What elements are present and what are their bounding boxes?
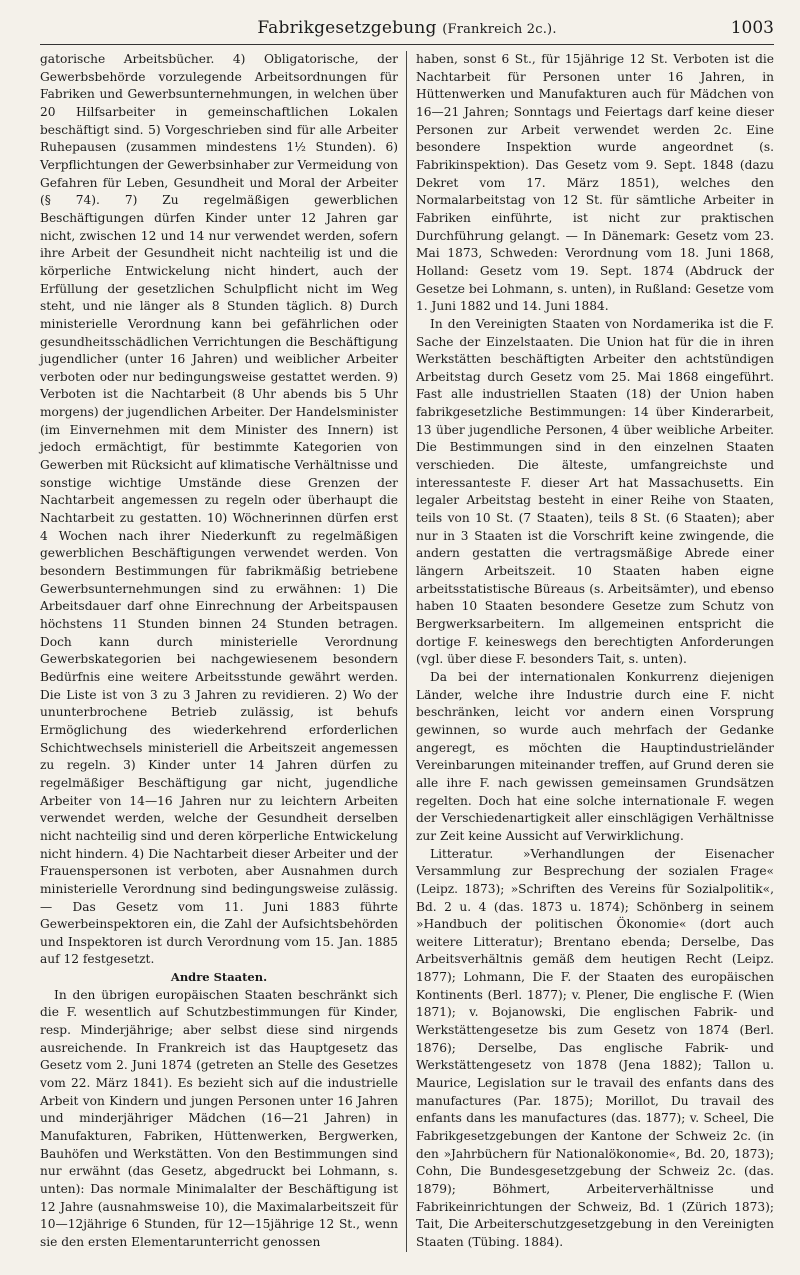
page-title (40, 18, 774, 38)
left-column (40, 51, 407, 1252)
left-paragraph-1: gatorische Arbeitsbücher. 4) Obligatorische, der Gewerbsbehörde vorzulegende Arbeitsordnungen für Fabriken und Gewerbsunternehmungen, in welchen über 20 Hilfsarbeiter in gemeinschaftlichen Lokalen beschäftigt sind. 5) Vorgeschrieben sind für alle Arbeiter Ruhepausen (zusammen mindestens 1½ Stunden). 6) Verpflichtungen der Gewerbsinhaber zur Vermeidung von Gefahren für Leben, Gesundheit und Moral der Arbeiter (§ 74). 7) Zu regelmäßigen gewerblichen Beschäftigungen dürfen Kinder unter 12 Jahren gar nicht, zwischen 12 und 14 nur verwendet werden, sofern ihre Arbeit der Gesundheit nicht nachteilig ist und die körperliche Entwickelung nicht hindert, auch der Erfüllung der gesetzlichen Schulpflicht nicht im Weg steht, und nie länger als 8 Stunden täglich. 8) Durch ministerielle Verordnung kann bei gefährlichen oder gesundheitsschädlichen Verrichtungen die Beschäftigung jugendlicher (unter 16 Jahren) und weiblicher Arbeiter verboten oder nur bedingungsweise gestattet werden. 9) Verboten ist die Nachtarbeit (8 Uhr abends bis 5 Uhr morgens) der jugendlichen Arbeiter. Der Handelsminister (im Einvernehmen mit dem Minister des Innern) ist jedoch ermächtigt, für bestimmte Kategorien von Gewerben mit Rücksicht auf klimatische Verhältnisse und sonstige wichtige Umstände diese Grenzen der Nachtarbeit angemessen zu regeln oder überhaupt die Nachtarbeit zu gestatten. 10) Wöchnerinnen dürfen erst 4 Wochen nach ihrer Niederkunft zu regelmäßigen gewerblichen Beschäftigungen verwendet werden. Von besondern Bestimmungen für fabrikmäßig betriebene Gewerbsunternehmungen sind zu erwähnen: 1) Die Arbeitsdauer darf ohne Einrechnung der Arbeitspausen höchstens 11 Stunden binnen 24 Stunden betragen. Doch kann durch ministerielle Verordnung Gewerbskategorien bei nachgewiesenem besondern Bedürfnis eine weitere Arbeitsstunde gewährt werden. Die Liste ist von 3 zu 3 Jahren zu revidieren. 2) Wo der ununterbrochene Betrieb zulässig, ist behufs Ermöglichung des wiederkehrend erforderlichen Schichtwechsels ministeriell die Arbeitszeit angemessen zu regeln. 3) Kinder unter 14 Jahren dürfen zu regelmäßiger Beschäftigung gar nicht, jugendliche Arbeiter von 14—16 Jahren nur zu leichtern Arbeiten verwendet werden, welche der Gesundheit derselben nicht nachteilig sind und deren körperliche Entwickelung nicht hindern. 4) Die Nachtarbeit dieser Arbeiter und der Frauenspersonen ist verboten, aber Ausnahmen durch ministerielle Verordnung sind bedingungsweise zulässig. — Das Gesetz vom 11. Juni 1883 führte Gewerbeinspektoren ein, die Zahl der Aufsichtsbehörden und Inspektoren ist durch Verordnung vom 15. Jan. 1885 auf 12 festgesetzt. (40, 52, 399, 967)
right-paragraph-3: Da bei der internationalen Konkurrenz diejenigen Länder, welche ihre Industrie durch eine F. nicht beschränken, leicht vor andern einen Vorsprung gewinnen, so wurde auch mehrfach der Gedanke angeregt, es möchten die Hauptindustrieländer Vereinbarungen miteinander treffen, auf Grund deren sie alle ihre F. nach gewissen gemeinsamen Grundsätzen regelten. Doch hat eine solche internationale F. wegen der Verschiedenartigkeit aller einschlägigen Verhältnisse zur Zeit keine Aussicht auf Verwirklichung. (416, 669, 774, 843)
right-paragraph-1: haben, sonst 6 St., für 15jährige 12 St. Verboten ist die Nachtarbeit für Personen unter 16 Jahren, in Hüttenwerken und Manufakturen auch für Mädchen von 16—21 Jahren; Sonntags und Feiertags darf keine dieser Personen zur Arbeit verwendet werden 2c. Eine besondere Inspektion wurde angeordnet (s. Fabrikinspektion). Das Gesetz vom 9. Sept. 1848 (dazu Dekret vom 17. März 1851), welches den Normalarbeitstag von 12 St. für sämtliche Arbeiter in Fabriken einführte, ist nicht zur praktischen Durchführung gelangt. — In Dänemark: Gesetz vom 23. Mai 1873, Schweden: Verordnung vom 18. Juni 1868, Holland: Gesetz vom 19. Sept. 1874 (Abdruck der Gesetze bei Lohmann, s. unten), in Rußland: Gesetze vom 1. Juni 1882 und 14. Juni 1884. (416, 52, 774, 314)
left-paragraph-2: In den übrigen europäischen Staaten beschränkt sich die F. wesentlich auf Schutzbestimmungen für Kinder, resp. Minderjährige; aber selbst diese sind nirgends ausreichende. In Frankreich ist das Hauptgesetz das Gesetz vom 2. Juni 1874 (getreten an Stelle des Gesetzes vom 22. März 1841). Es bezieht sich auf die industrielle Arbeit von Kindern und jungen Personen unter 16 Jahren und minderjähriger Mädchen (16—21 Jahren) in Manufakturen, Fabriken, Hüttenwerken, Bergwerken, Bauhöfen und Werkstätten. Von den Bestimmungen sind nur erwähnt (das Gesetz, abgedruckt bei Lohmann, s. unten): Das normale Minimalalter der Beschäftigung ist 12 Jahre (ausnahmsweise 10), die Maximalarbeitszeit für 10—12jährige 6 Stunden, für 12—15jährige 12 St., wenn sie den ersten Elementarunterricht genossen (40, 987, 398, 1249)
right-paragraph-2: In den Vereinigten Staaten von Nordamerika ist die F. Sache der Einzelstaaten. Die Union hat für die in ihren Werkstätten beschäftigten Arbeiter den achtstündigen Arbeitstag durch Gesetz vom 25. Mai 1868 eingeführt. Fast alle industriellen Staaten (18) der Union haben fabrikgesetzliche Bestimmungen: 14 über Kinderarbeit, 13 über jugendliche Personen, 4 über weibliche Arbeiter. Die Bestimmungen sind in den einzelnen Staaten verschieden. Die älteste, umfangreichste und interessanteste F. dieser Art hat Massachusetts. Ein legaler Arbeitstag besteht in einer Reihe von Staaten, teils von 10 St. (7 Staaten), teils 8 St. (6 Staaten); aber nur in 3 Staaten ist die Vorschrift keine zwingende, die andern gestatten die vertragsmäßige Abrede einer längern Arbeitszeit. 10 Staaten haben eigne arbeitsstatistische Büreaus (s. Arbeitsämter), und ebenso haben 10 Staaten besondere Gesetze zum Schutz von Bergwerksarbeitern. Im allgemeinen entspricht die dortige F. keineswegs den berechtigten Anforderungen (vgl. über diese F. besonders Tait, s. unten). (416, 316, 774, 667)
running-header (40, 14, 774, 45)
text-columns (40, 51, 774, 1252)
title-subtitle: (Frankreich 2c.). (442, 22, 557, 37)
page-number: 1003 (730, 18, 774, 38)
section-heading: Andre Staaten. (170, 970, 268, 985)
title-main: Fabrikgesetzgebung (257, 18, 437, 38)
right-column (407, 51, 774, 1252)
literature-paragraph: Litteratur. »Verhandlungen der Eisenacher Versammlung zur Besprechung der sozialen Frage« (Leipz. 1873); »Schriften des Vereins für Sozialpolitik«, Bd. 2 u. 4 (das. 1873 u. 1874); Schönberg in seinem »Handbuch der politischen Ökonomie« (dort auch weitere Litteratur); Brentano ebenda; Derselbe, Das Arbeitsverhältnis gemäß dem heutigen Recht (Leipz. 1877); Lohmann, Die F. der Staaten des europäischen Kontinents (Berl. 1877); v. Plener, Die englische F. (Wien 1871); v. Bojanowski, Die englischen Fabrik- und Werkstättengesetze bis zum Gesetz von 1874 (Berl. 1876); Derselbe, Das englische Fabrik- und Werkstättengesetz von 1878 (Jena 1882); Tallon u. Maurice, Legislation sur le travail des enfants dans des manufactures (Par. 1875); Morillot, Du travail des enfants dans les manufactures (das. 1877); v. Scheel, Die Fabrikgesetzgebungen der Kantone der Schweiz 2c. (in den »Jahrbüchern für Nationalökonomie«, Bd. 20, 1873); Cohn, Die Bundesgesetzgebung der Schweiz 2c. (das. 1879); Böhmert, Arbeiterverhältnisse und Fabrikeinrichtungen der Schweiz, Bd. 1 (Zürich 1873); Tait, Die Arbeiterschutzgesetzgebung in den Vereinigten Staaten (Tübing. 1884). (416, 846, 774, 1249)
